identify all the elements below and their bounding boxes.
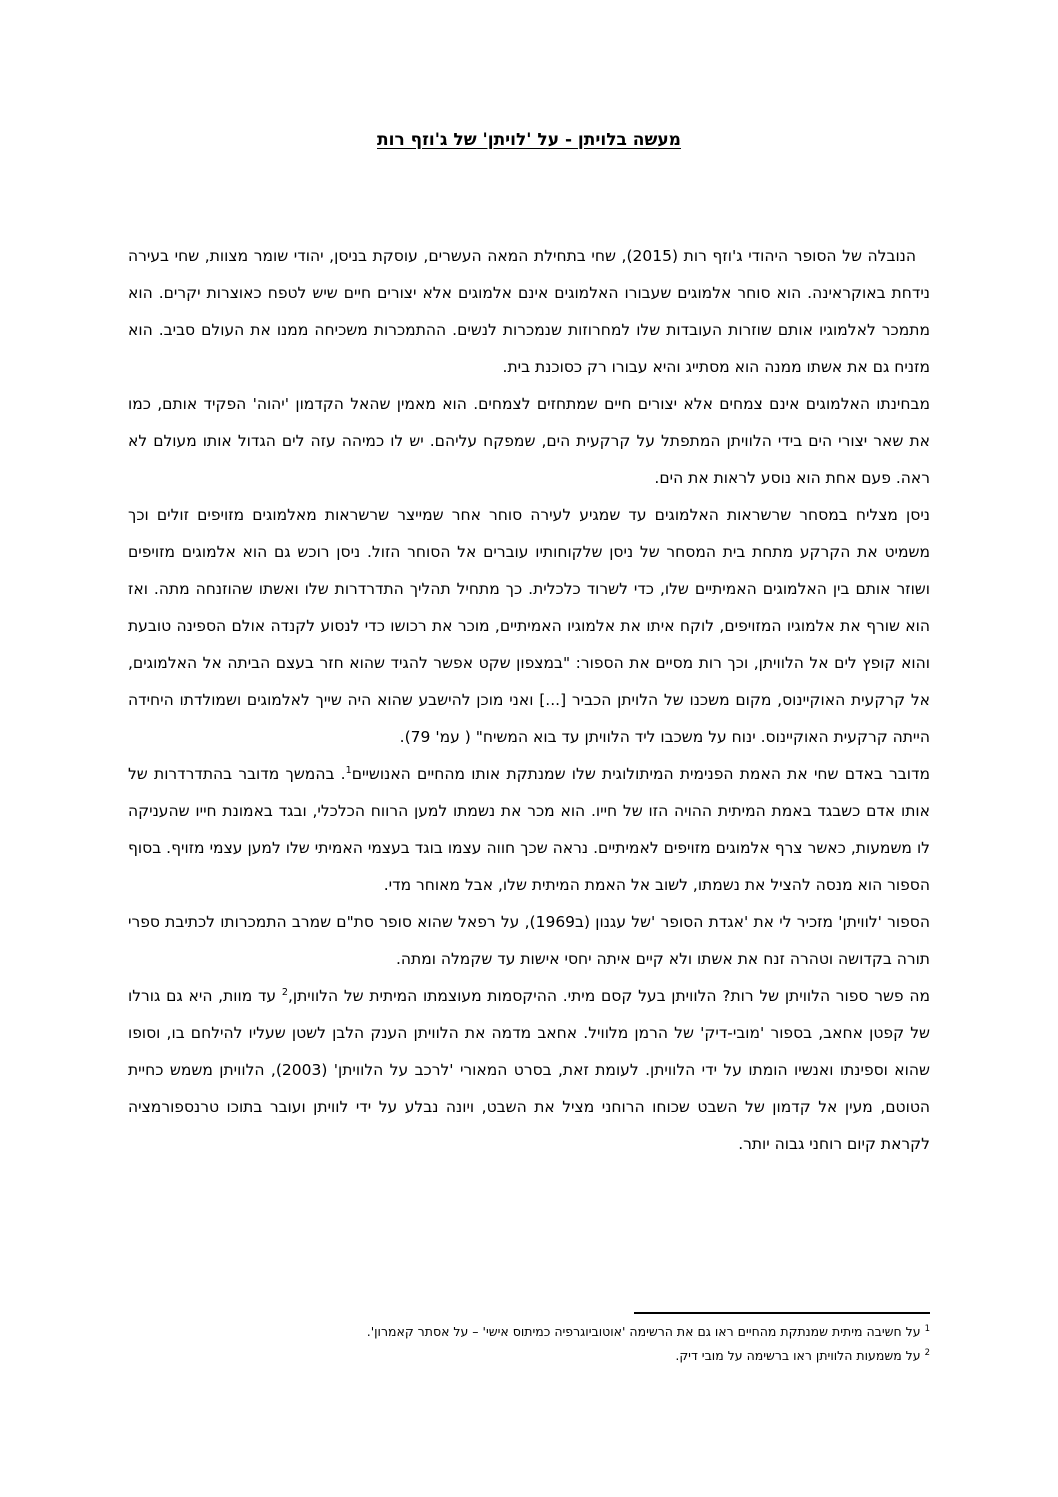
page-title: מעשה בלויתן - על 'לויתן' של ג'וזף רות (377, 130, 681, 150)
paragraph-leviathan-meaning (128, 978, 930, 1163)
document-body (128, 238, 930, 1163)
footnotes-section (128, 1312, 930, 1368)
footnote-1 (128, 1320, 930, 1344)
paragraph-mythic-truth (128, 756, 930, 904)
paragraph-corals-belief: מבחינתו האלמוגים אינם צמחים אלא יצורים חיים שמתחזים לצמחים. הוא מאמין שהאל הקדמון 'יהוה' הפקיד אותם, כמו את שאר יצורי הים בידי הלוויתן המתפתל על קרקעית הים, שמפקח עליהם. יש לו כמיהה עזה לים הגדול אותו מעולם לא ראה. פעם אחת הוא נוסע לראות את הים. (128, 395, 930, 487)
paragraph-novella-intro: הנובלה של הסופר היהודי ג'וזף רות (2015), שחי בתחילת המאה העשרים, עוסקת בניסן, יהודי שומר מצוות, שחי בעירה נידחת באוקראינה. הוא סוחר אלמוגים שעבורו האלמוגים אינם אלמוגים אלא יצורים חיים שיש לטפח כאוצרות יקרים. הוא מתמכר לאלמוגיו אותם שוזרות העובדות שלו למחרוזות שנמכרות לנשים. ההתמכרות משכיחה ממנו את העולם סביב. הוא מזניח גם את אשתו ממנה הוא מסתייג והיא עבורו רק כסוכנת בית. (128, 247, 930, 376)
paragraph-text: מה פשר ספור הלוויתן של רות? הלוויתן בעל קסם מיתי. ההיקסמות מעוצמתו המיתית של הלוויתן, (287, 987, 930, 1005)
paragraph-text: עד מוות, היא גם גורלו של קפטן אחאב, בספור 'מובי-דיק' של הרמן מלוויל. אחאב מדמה את הלוויתן הענק הלבן לשטן שעליו להילחם בו, וסופו שהוא וספינתו ואנשיו הומתו על ידי הלוויתן. לעומת זאת, בסרט המאורי 'לרכב על הלוויתן' (2003), הלוויתן משמש כחיית הטוטם, מעין אל קדמון של השבט שכוחו הרוחני מציל את השבט, ויונה נבלע על ידי לוויתן ועובר בתוכו טרנספורמציה לקראת קיום רוחני גבוה יותר. (128, 987, 930, 1153)
text-block (128, 0, 930, 1163)
footnote-ref-1: 1 (345, 764, 352, 776)
footnote-2-text: על משמעות הלוויתן ראו ברשימה על מובי דיק. (675, 1348, 921, 1363)
footnote-1-text: על חשיבה מיתית שמנתקת מהחיים ראו גם את הרשימה 'אוטוביוגרפיה כמיתוס אישי' – על אסתר קאמרון'. (366, 1324, 921, 1339)
paragraph-agnon-comparison: הספור 'לוויתן' מזכיר לי את 'אגדת הסופר 'של עגנון (ב1969), על רפאל שהוא סופר סת"ם שמרב התמכרותו לכתיבת ספרי תורה בקדושה וטהרה זנח את אשתו ולא קיים איתה יחסי אישות עד שקמלה ומתה. (128, 913, 930, 968)
footnote-separator (634, 1312, 930, 1314)
paragraph-text: . בהמשך מדובר בהתדרדרות של אותו אדם כשבגד באמת המיתית ההויה הזו של חייו. הוא מכר את נשמתו למען הרווח הכלכלי, ובגד באמונת חייו שהעניקה לו משמעות, כאשר צרף אלמוגים מזויפים לאמיתיים. נראה שכך חווה עצמו בוגד בעצמי האמיתי שלו למען עצמי מזויף. בסוף הספור הוא מנסה להציל את נשמתו, לשוב אל האמת המיתית שלו, אבל מאוחר מדי. (128, 765, 930, 894)
paragraph-text: מדובר באדם שחי את האמת הפנימית המיתולוגית שלו שמנתקת אותו מהחיים האנושיים (351, 765, 930, 783)
footnote-ref-2: 2 (281, 986, 288, 998)
footnote-1-number: 1 (924, 1323, 930, 1334)
footnote-2 (128, 1344, 930, 1368)
footnote-2-number: 2 (924, 1347, 930, 1358)
paragraph-plot-decline: ניסן מצליח במסחר שרשראות האלמוגים עד שמגיע לעירה סוחר אחר שמייצר שרשראות מאלמוגים מזויפים זולים וכך משמיט את הקרקע מתחת בית המסחר של ניסן שלקוחותיו עוברים אל הסוחר הזול. ניסן רוכש גם הוא אלמוגים מזויפים ושוזר אותם בין האלמוגים האמיתיים שלו, כדי לשרוד כלכלית. כך מתחיל תהליך התדרדרות שלו ואשתו שהוזנחה מתה. ואז הוא שורף את אלמוגיו המזויפים, לוקח איתו את אלמוגיו האמיתיים, מוכר את רכושו כדי לנסוע לקנדה אולם הספינה טובעת והוא קופץ לים אל הלוויתן, וכך רות מסיים את הספור: "במצפון שקט אפשר להגיד שהוא חזר בעצם הביתה אל האלמוגים, אל קרקעית האוקיינוס, מקום משכנו של הלויתן הכביר [...] ואני מוכן להישבע שהוא היה שייך לאלמוגים ושמולדתו היחידה הייתה קרקעית האוקיינוס. ינוח על משכבו ליד הלוויתן עד בוא המשיח" ( עמ' 79). (128, 506, 930, 746)
